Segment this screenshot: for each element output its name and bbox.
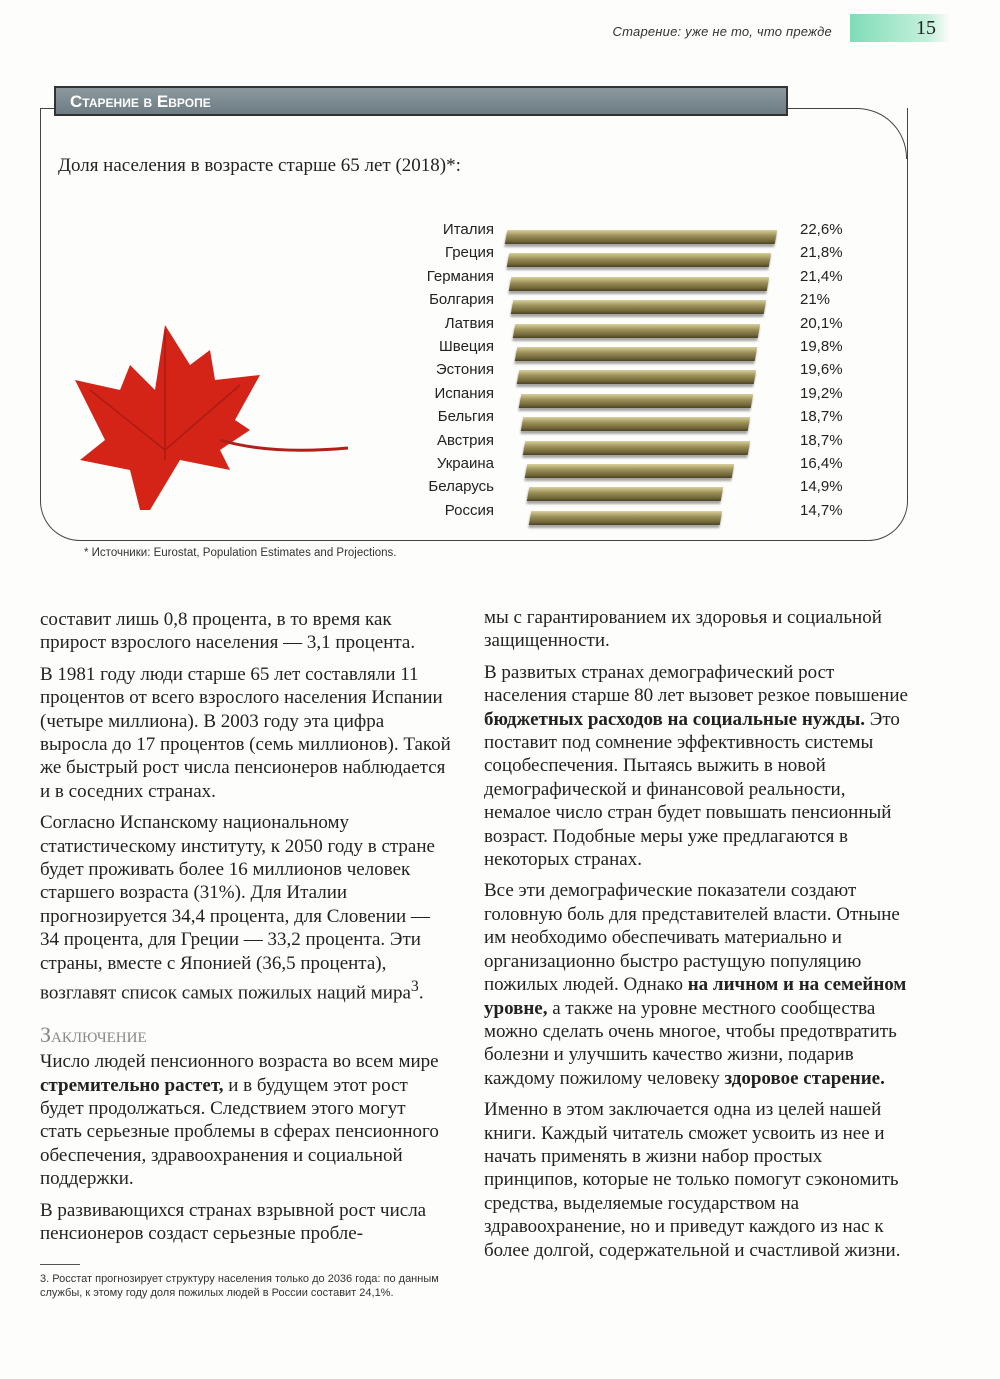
value-label: 18,7%: [800, 408, 843, 426]
paragraph: Именно в этом заключается одна из целей нашей книги. Каждый читатель сможет усвоить из нее и начать применять в жизни набор простых принципов, которые не только помогут сэкономить средства, выделяемые государством на здравоохранение, но и приведут каждого из нас к более долгой, содержательной и счастливой жизни.: [484, 1099, 901, 1261]
value-label: 19,8%: [800, 338, 843, 355]
chart-subtitle: [58, 155, 461, 177]
paragraph: [484, 879, 912, 1090]
category-label: Эстония: [435, 361, 494, 379]
value-label: 16,4%: [800, 455, 843, 472]
paragraph: составит лишь 0,8 процента, в то время как прирост взрослого населения — 3,1 процента.: [40, 609, 416, 654]
maple-leaf-image: [70, 320, 360, 520]
paragraph: В развивающихся странах взрывной рост числа пенсионеров создаст серьезные пробле-: [40, 1199, 427, 1245]
category-label: Украина: [436, 455, 494, 472]
category-label: Беларусь: [428, 478, 494, 496]
category-label: Греция: [444, 244, 494, 262]
value-label: 22,6%: [800, 221, 843, 238]
category-label: Латвия: [444, 314, 494, 332]
box-banner: [54, 86, 788, 116]
bar-3: [509, 277, 769, 291]
paragraph-text: Согласно Испанскому национальному статистическому институту, к 2050 году в стране будет проживать более 16 миллионов человек старшего возраста (31%). Для Италии прогнозируется 34,4 процента, для Словении — 34 процента, для Греции — 33,2 процента. Эти страны, вместе с Японией (36,5 процента), возглавят список самых пожилых наций мира: [40, 812, 435, 1004]
value-label: 21,4%: [800, 267, 843, 285]
footnote-number: 3.: [40, 1273, 50, 1285]
bar-6: [515, 347, 758, 361]
category-label: Испания: [434, 384, 494, 402]
paragraph: мы с гарантированием их здоровья и социальной защищенности.: [484, 607, 882, 652]
paragraph: [40, 1050, 452, 1190]
bar-5: [513, 324, 760, 338]
bar-2: [507, 253, 772, 267]
bar-12: [527, 487, 724, 501]
bar-1: [505, 230, 777, 244]
value-label: 18,7%: [800, 431, 843, 449]
category-label: Австрия: [436, 431, 494, 449]
value-label: 19,6%: [800, 361, 843, 379]
bar-7: [517, 370, 756, 384]
paragraph-text: Это поставит под сомнение эффективность системы соцобеспечения. Пытаясь выжить в новой демографической и финансовой реальности, немалое число стран будет повышать пенсионный возраст. Подобные меры уже предлагаются в некоторых странах.: [484, 708, 900, 871]
value-label: 21,8%: [800, 244, 843, 262]
category-label: Россия: [444, 501, 494, 519]
value-label: 21%: [800, 291, 831, 309]
right-column: [484, 606, 912, 1270]
box-title: Старение в Европе: [70, 92, 211, 111]
bold-text: бюджетных расходов на социальные нужды.: [484, 708, 866, 730]
bar-8: [519, 394, 754, 408]
paragraph-text: а также на уровне местного сообщества можно сделать очень многое, чтобы предотвратить болезни и улучшить качество жизни, подарив каждому пожилому человеку: [484, 997, 897, 1089]
value-label: 14,9%: [800, 478, 843, 496]
paragraph-text: и в будущем этот рост будет продолжаться. Следствием этого могут стать серьезные проблемы в сферах пенсионного обеспечения, здравоохранения и социальной поддержки.: [40, 1074, 439, 1190]
category-label: Швеция: [439, 338, 494, 355]
left-column: [40, 608, 452, 1253]
source-note: * Источники: Eurostat, Population Estimates and Projections.: [84, 547, 397, 559]
category-label: Италия: [442, 221, 494, 238]
paragraph-text: Все эти демографические показатели создают головную боль для представителей власти. Отныне им необходимо обеспечивать материально и организационно быстро растущую популяцию пожилых людей. Однако: [484, 880, 900, 996]
footnote-rule: [40, 1264, 80, 1265]
bar-9: [521, 417, 750, 431]
paragraph-text: В развитых странах демографический рост населения старше 80 лет вызовет резкое повышение: [484, 661, 908, 707]
footnote-ref: 3: [410, 978, 419, 996]
chart-subtitle-text: Доля населения в возрасте старше 65 лет (2018)*:: [58, 155, 461, 176]
value-label: 14,7%: [800, 501, 843, 519]
category-label: Бельгия: [437, 408, 494, 426]
paragraph: [40, 811, 452, 1005]
paragraph: В 1981 году люди старше 65 лет составляли 11 процентов от всего взрослого населения Испании (четыре миллиона). В 2003 году эта цифра выросла до 17 процентов (семь миллионов). Такой же быстрый рост числа пенсионеров наблюдается и в соседних странах.: [40, 663, 451, 802]
page-number: 15: [916, 17, 936, 39]
bold-text: на личном и на семейном уровне,: [484, 974, 907, 1019]
category-label: Болгария: [429, 291, 494, 309]
paragraph-text: Число людей пенсионного возраста во всем мире: [40, 1051, 439, 1073]
bold-text: стремительно растет,: [40, 1074, 224, 1096]
paragraph-text: .: [418, 982, 424, 1004]
paragraph: [484, 661, 912, 872]
bar-11: [525, 464, 734, 478]
bar-13: [529, 511, 722, 525]
bold-text: здоровое старение.: [724, 1067, 885, 1089]
footnote-text: Росстат прогнозирует структуру населения только до 2036 года: по данным службы, к этому году доля пожилых людей в России составит 24,1%.: [40, 1273, 439, 1299]
bar-10: [523, 441, 750, 455]
section-heading: Заключение: [40, 1021, 147, 1047]
running-title: Старение: уже не то, что прежде: [612, 24, 832, 39]
category-label: Германия: [426, 267, 494, 285]
footnote: [40, 1272, 440, 1300]
value-label: 20,1%: [800, 314, 843, 332]
value-label: 19,2%: [800, 384, 843, 402]
bar-4: [511, 300, 766, 314]
